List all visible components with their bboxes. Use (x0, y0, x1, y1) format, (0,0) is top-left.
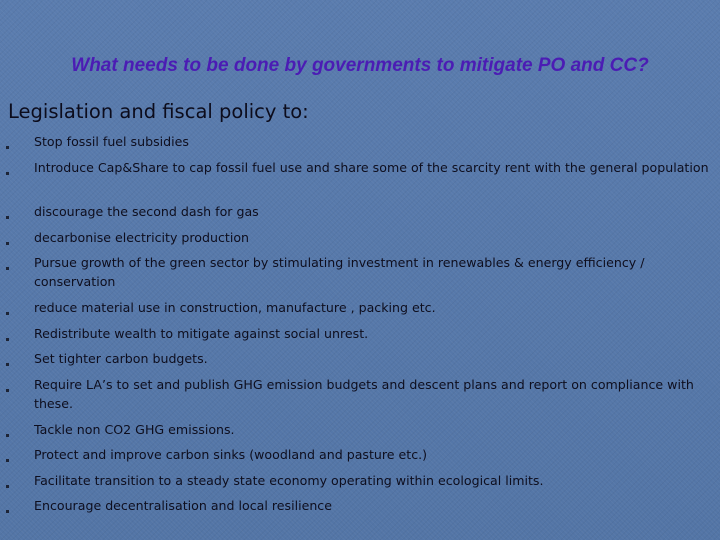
bullet-text: Set tighter carbon budgets. (34, 351, 208, 366)
bullet-text: decarbonise electricity production (34, 230, 250, 245)
bullet-dot-icon (6, 172, 9, 175)
slide-title: What needs to be done by governments to mitigate PO and CC? (71, 55, 649, 76)
bullet-dot-icon (6, 510, 9, 513)
bullet-text: reduce material use in construction, manufacture , packing etc. (34, 300, 436, 315)
bullet-text: discourage the second dash for gas (34, 204, 259, 219)
bullet-dot-icon (6, 485, 9, 488)
bullet-dot-icon (6, 216, 9, 219)
slide-subtitle: Legislation and fiscal policy to: (8, 100, 309, 123)
bullet-dot-icon (6, 459, 9, 462)
bullet-text: Tackle non CO2 GHG emissions. (34, 422, 235, 437)
bullet-dot-icon (6, 338, 9, 341)
bullet-text: Stop fossil fuel subsidies (34, 134, 189, 149)
bullet-text: Facilitate transition to a steady state economy operating within ecological limits. (34, 473, 544, 488)
bullet-dot-icon (6, 242, 9, 245)
bullet-text: Pursue growth of the green sector by stimulating investment in renewables & energy efficiency / conservation (34, 255, 645, 289)
bullet-text: Redistribute wealth to mitigate against social unrest. (34, 326, 369, 341)
bullet-text: Require LA’s to set and publish GHG emission budgets and descent plans and report on compliance with these. (34, 377, 694, 411)
bullet-dot-icon (6, 312, 9, 315)
bullet-dot-icon (6, 434, 9, 437)
bullet-dot-icon (6, 363, 9, 366)
bullet-text: Introduce Cap&Share to cap fossil fuel use and share some of the scarcity rent with the general population (34, 160, 709, 175)
bullet-dot-icon (6, 389, 9, 392)
bullet-dot-icon (6, 146, 9, 149)
bullet-text: Protect and improve carbon sinks (woodland and pasture etc.) (34, 447, 428, 462)
bullet-text: Encourage decentralisation and local resilience (34, 498, 332, 513)
bullet-dot-icon (6, 267, 9, 270)
